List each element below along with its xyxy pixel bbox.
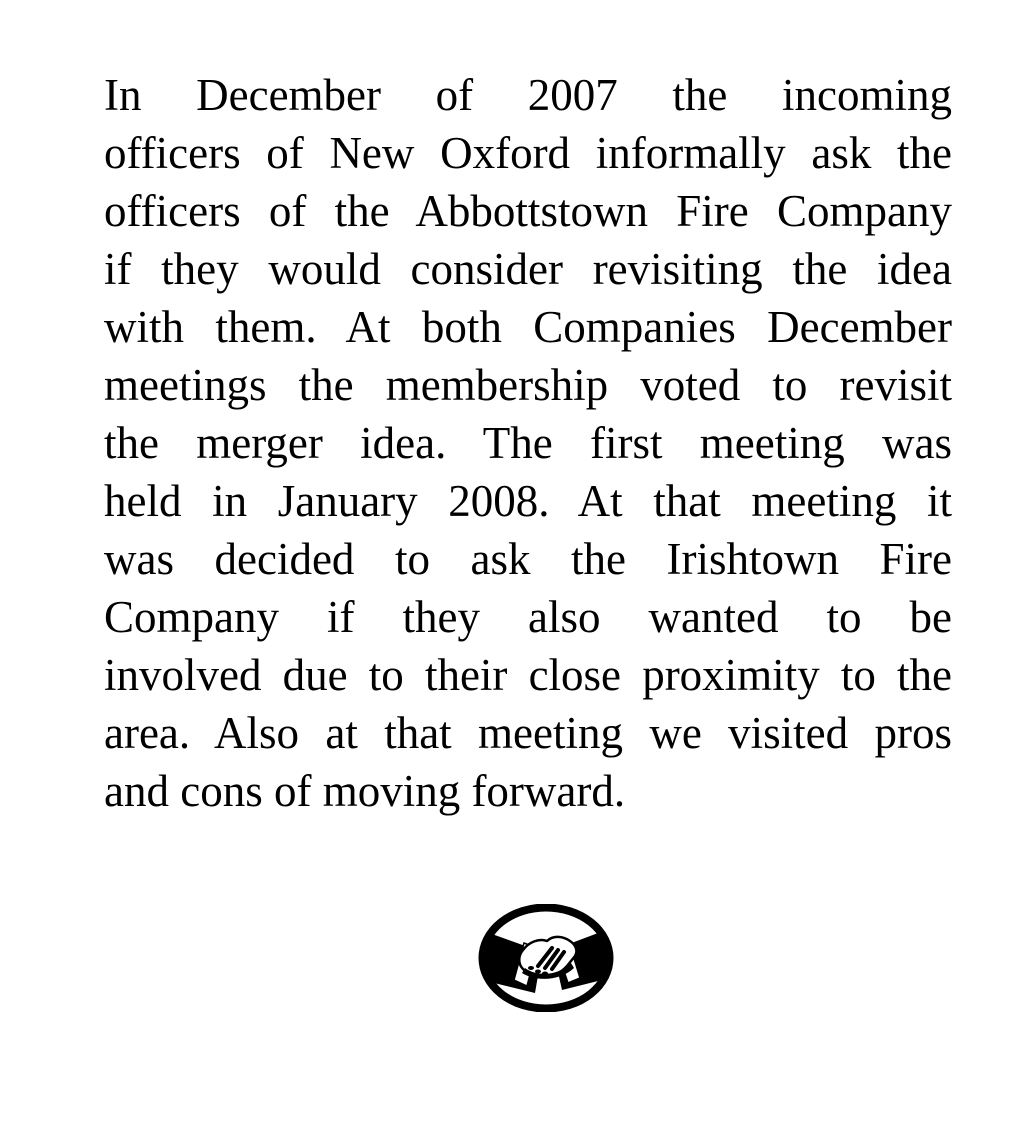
text-line: In December of 2007 the incoming — [104, 70, 952, 120]
text-line: meetings the membership voted to revisit — [104, 360, 952, 410]
text-line: officers of the Abbottstown Fire Company — [104, 186, 952, 236]
text-line: involved due to their close proximity to the — [104, 650, 952, 700]
body-text — [104, 66, 952, 820]
text-line: area. Also at that meeting we visited pros — [104, 708, 952, 758]
text-line: if they would consider revisiting the idea — [104, 244, 952, 294]
text-line: held in January 2008. At that meeting it — [104, 476, 952, 526]
text-line: with them. At both Companies December — [104, 302, 952, 352]
text-line: the merger idea. The first meeting was — [104, 418, 952, 468]
handshake-icon — [478, 904, 614, 1012]
text-line: officers of New Oxford informally ask the — [104, 128, 952, 178]
text-line: and cons of moving forward. — [104, 766, 626, 816]
text-line: was decided to ask the Irishtown Fire — [104, 534, 952, 584]
text-line: Company if they also wanted to be — [104, 592, 952, 642]
